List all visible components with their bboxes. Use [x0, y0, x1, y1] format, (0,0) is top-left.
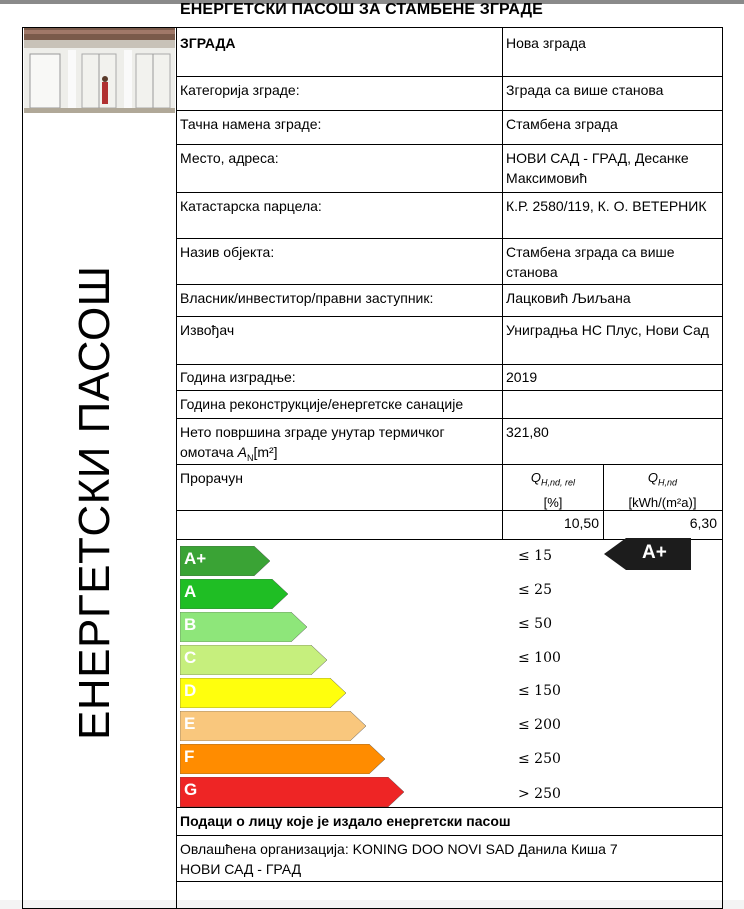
- q-nd-unit: [kWh/(m²a)]: [628, 494, 697, 510]
- energy-class-bar-f: [180, 744, 385, 774]
- q-nd-header: [604, 468, 721, 513]
- bar-shape: [180, 711, 366, 741]
- threshold-f: ≤ 250: [518, 751, 561, 767]
- net-area-label-line2: омотача: [180, 444, 238, 460]
- row-label-purpose: Тачна намена зграде:: [180, 116, 322, 132]
- row-label-year-built: Година изградње:: [180, 369, 296, 385]
- row-value-address: НОВИ САД - ГРАД, Десанке Максимовић: [506, 150, 689, 186]
- energy-class-label: G: [184, 780, 198, 799]
- row-value-net-area: 321,80: [506, 424, 549, 440]
- net-area-unit: [m²]: [253, 444, 278, 460]
- row-label-building: ЗГРАДА: [180, 35, 236, 51]
- document-title: ЕНЕРГЕТСКИ ПАСОШ ЗА СТАМБЕНЕ ЗГРАДЕ: [180, 1, 543, 18]
- q-rel-header: [503, 468, 603, 513]
- q-nd-subscript: H,nd: [658, 477, 678, 488]
- energy-class-label: C: [184, 648, 197, 667]
- row-value-owner: Лацковић Љиљана: [506, 290, 631, 306]
- bar-shape: [180, 777, 404, 807]
- energy-class-bar-g: [180, 777, 404, 807]
- row-label-category: Категорија зграде:: [180, 82, 300, 98]
- issuer-heading: Подаци о лицу које је издало енергетски пасош: [180, 813, 511, 829]
- row-label-year-renovation: Година реконструкције/енергетске санације: [180, 396, 464, 412]
- energy-class-bar-d: [180, 678, 346, 708]
- energy-class-label: A: [184, 582, 197, 601]
- net-area-symbol: A: [237, 444, 247, 460]
- calc-label: Прорачун: [180, 470, 243, 486]
- energy-class-bar-a-plus: [180, 546, 270, 576]
- threshold-b: ≤ 50: [518, 616, 552, 632]
- threshold-a: ≤ 25: [518, 582, 552, 598]
- q-rel-symbol: Q: [530, 470, 542, 485]
- issuer-line1: Овлашћена организација: KONING DOO NOVI SAD Данила Киша 7: [180, 841, 618, 857]
- row-value-building: Нова зграда: [506, 35, 586, 51]
- row-value-year-built: 2019: [506, 369, 538, 385]
- energy-class-label: E: [184, 714, 196, 733]
- energy-class-label: F: [184, 747, 195, 766]
- energy-class-label: D: [184, 681, 197, 700]
- current-rating-indicator: [604, 538, 691, 570]
- q-rel-subscript: H,nd, rel: [541, 477, 576, 488]
- energy-class-bar-e: [180, 711, 366, 741]
- energy-class-bar-a: [180, 579, 288, 609]
- current-rating-label: A+: [642, 542, 667, 563]
- building-photo: [24, 28, 175, 113]
- threshold-e: ≤ 200: [518, 717, 561, 733]
- energy-class-label: B: [184, 615, 197, 634]
- issuer-line2: НОВИ САД - ГРАД: [180, 861, 302, 877]
- q-nd-value: 6,30: [689, 515, 717, 531]
- bar-shape: [180, 612, 307, 642]
- sidebar-vertical-title: ЕНЕРГЕТСКИ ПАСОШ: [70, 265, 119, 740]
- bar-shape: [180, 744, 385, 774]
- q-rel-value: 10,50: [563, 515, 599, 531]
- row-label-object-name: Назив објекта:: [180, 244, 275, 260]
- net-area-label-line1: Нето површина зграде унутар термичког: [180, 424, 445, 440]
- threshold-a-plus: ≤ 15: [518, 548, 552, 564]
- threshold-c: ≤ 100: [518, 650, 561, 666]
- row-value-purpose: Стамбена зграда: [506, 116, 618, 132]
- row-value-contractor: Униградња НС Плус, Нови Сад: [506, 322, 709, 338]
- energy-class-bar-b: [180, 612, 307, 642]
- energy-class-bar-c: [180, 645, 327, 675]
- q-rel-unit: [%]: [543, 494, 563, 510]
- bar-shape: [180, 645, 327, 675]
- threshold-g: > 250: [518, 786, 561, 802]
- row-label-parcel: Катастарска парцела:: [180, 198, 322, 214]
- row-value-category: Зграда са више станова: [506, 82, 664, 98]
- row-label-owner: Власник/инвеститор/правни заступник:: [180, 290, 434, 306]
- threshold-d: ≤ 150: [518, 683, 561, 699]
- row-label-contractor: Извођач: [180, 322, 235, 338]
- row-value-parcel: К.Р. 2580/119, К. О. ВЕТЕРНИК: [506, 198, 707, 214]
- row-value-object-name: Стамбена зграда са више станова: [506, 244, 675, 280]
- bar-shape: [180, 678, 346, 708]
- q-nd-symbol: Q: [647, 470, 659, 485]
- energy-class-label: A+: [184, 549, 207, 568]
- row-label-address: Место, адреса:: [180, 150, 279, 166]
- net-area-subscript: N: [246, 452, 254, 463]
- row-label-net-area: [180, 422, 500, 468]
